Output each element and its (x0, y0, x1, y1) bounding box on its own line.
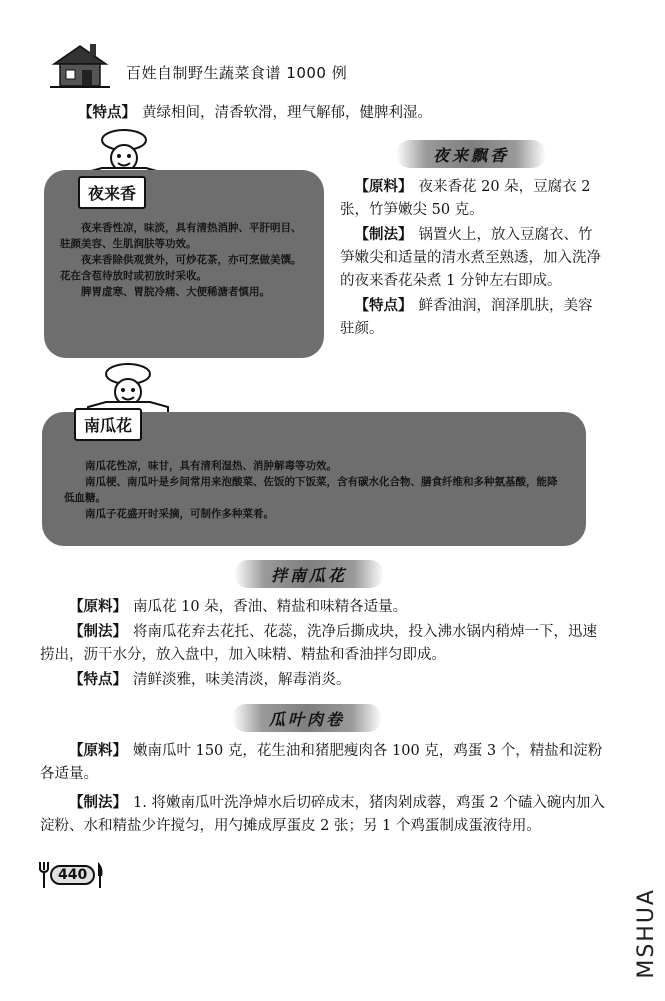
method (340, 224, 602, 293)
feature-label: 【特点】 (78, 105, 136, 121)
knife-icon (95, 862, 105, 888)
header-title: 百姓自制野生蔬菜食谱 1000 例 (126, 64, 348, 82)
method-text: 将南瓜花弃去花托、花蕊，洗净后撕成块，投入沸水锅内稍焯一下，迅速捞出，沥干水分，放入盘中，加入味精、精盐和香油拌匀即成。 (40, 624, 597, 663)
recipe-title-banner: 瓜叶肉卷 (232, 704, 382, 732)
feature-label: 【特点】 (354, 298, 413, 314)
ingredients (40, 740, 606, 786)
ingredients-label: 【原料】 (69, 599, 127, 615)
ingredients (40, 596, 606, 619)
feature-text: 清鲜淡雅，味美清淡，解毒消炎。 (133, 672, 351, 688)
ingredients-label: 【原料】 (69, 743, 127, 759)
method-label: 【制法】 (69, 624, 127, 640)
method-label: 【制法】 (354, 227, 413, 243)
nan-gua-hua-tag: 南瓜花 (74, 408, 142, 441)
fork-icon (38, 862, 50, 888)
house-icon (50, 40, 110, 90)
recipe-title-banner: 夜来飘香 (396, 140, 546, 168)
page-number: 440 (50, 865, 95, 885)
info-paragraph: 南瓜花性凉，味甘，具有清利湿热、消肿解毒等功效。 (85, 460, 337, 472)
ingredients-text: 夜来香花 20 朵，豆腐衣 2 张，竹笋嫩尖 50 克。 (340, 179, 591, 218)
ye-lai-xiang-tag: 夜来香 (78, 176, 146, 209)
recipe-title-banner: 拌南瓜花 (234, 560, 384, 588)
info-paragraph: 夜来香除供观赏外，可炒花茶，亦可烹做美馔。花在含苞待放时或初放时采收。 (60, 254, 302, 282)
recipe-3 (40, 740, 606, 838)
info-paragraph: 脾胃虚寒、胃脘冷痛、大便稀溏者慎用。 (81, 286, 270, 298)
recipe-1 (340, 176, 602, 341)
ingredients (340, 176, 602, 222)
feature (40, 669, 606, 692)
feature-text: 黄绿相间，清香软滑，理气解郁，健脾利湿。 (142, 105, 432, 121)
method-text: 锅置火上，放入豆腐衣、竹笋嫩尖和适量的清水煮至熟透，加入洗净的夜来香花朵煮 1 分钟左右即成。 (340, 227, 601, 289)
ingredients-label: 【原料】 (354, 179, 413, 195)
method-label: 【制法】 (69, 795, 127, 811)
method-text: 1. 将嫩南瓜叶洗净焯水后切碎成末，猪肉剁成蓉，鸡蛋 2 个磕入碗内加入淀粉、水和精盐少许搅匀，用勺摊成厚蛋皮 2 张；另 1 个鸡蛋制成蛋液待用。 (40, 795, 605, 834)
ingredients-text: 南瓜花 10 朵，香油、精盐和味精各适量。 (133, 599, 408, 615)
feature-label: 【特点】 (69, 672, 127, 688)
feature (340, 295, 602, 341)
method (40, 621, 606, 667)
top-feature (78, 102, 638, 125)
info-paragraph: 夜来香性凉，味淡，具有清热消肿、平肝明目、驻颜美容、生肌润肤等功效。 (60, 222, 302, 250)
method (40, 792, 606, 838)
info-paragraph: 南瓜子花盛开时采摘，可制作多种菜肴。 (85, 508, 274, 520)
recipe-2 (40, 596, 606, 692)
watermark: MSHUA (634, 888, 659, 979)
feature-text: 鲜香油润，润泽肌肤，美容驻颜。 (340, 298, 593, 337)
ingredients-text: 嫩南瓜叶 150 克，花生油和猪肥瘦肉各 100 克，鸡蛋 3 个，精盐和淀粉各适量。 (40, 743, 603, 782)
page-number-badge (38, 862, 105, 888)
info-paragraph: 南瓜梗、南瓜叶是乡间常用来泡酸菜、佐饭的下饭菜，含有碳水化合物、膳食纤维和多种氨基酸，能降低血糖。 (64, 476, 558, 504)
